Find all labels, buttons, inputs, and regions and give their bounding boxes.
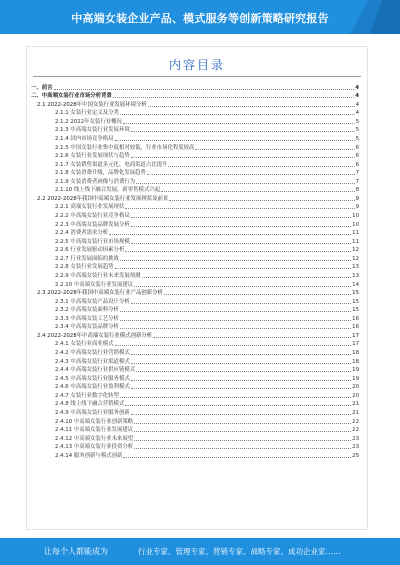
toc-dot-leader [153, 337, 351, 338]
toc-entry-title: 2.4.1 女装行业商业模式 [55, 341, 114, 348]
toc-entry-title: 2.3.1 中高端女装产品设计分析 [55, 298, 130, 305]
toc-entry-page: 17 [352, 341, 359, 348]
toc-dot-leader [195, 149, 354, 150]
toc-entry-page: 13 [352, 272, 359, 279]
toc-entry[interactable] [31, 237, 359, 246]
toc-entry-title: 2.3.4 中高端女装品牌分析 [55, 324, 119, 331]
toc-dot-leader [120, 260, 351, 261]
toc-entry-page: 20 [352, 392, 359, 399]
report-footer [0, 538, 400, 565]
toc-entry[interactable] [31, 254, 359, 263]
toc-entry-title: 二、中高端女装行业市场分析背景 [31, 93, 112, 100]
toc-entry-page: 4 [355, 93, 359, 100]
toc-entry[interactable] [31, 357, 359, 366]
toc-entry[interactable] [31, 126, 359, 135]
toc-entry[interactable] [31, 443, 359, 452]
toc-dot-leader [115, 345, 352, 346]
toc-entry-page: 12 [352, 247, 359, 254]
toc-dot-leader [131, 157, 355, 158]
toc-entry-title: 一、前言 [31, 84, 53, 91]
toc-dot-leader [142, 277, 352, 278]
toc-entry-page: 9 [355, 204, 359, 211]
toc-entry-page: 20 [352, 384, 359, 391]
toc-entry-title: 2.1.10 线上线下融合发展，新零售模式兴起 [55, 187, 161, 194]
toc-entry-title: 2.4.10 中高端女装行业创新策略 [55, 418, 134, 425]
toc-entry-title: 2.4 2022-2028年中高端女装行业模式创新分析 [37, 332, 153, 339]
toc-dot-leader [134, 440, 351, 441]
toc-entry-title: 2.4.5 中高端女装行业服务模式 [55, 375, 130, 382]
toc-entry[interactable] [31, 160, 359, 169]
toc-entry-title: 2.4.3 中高端女装行业渠道模式 [55, 358, 130, 365]
toc-entry-title: 2.2.4 消费者需求分析 [55, 230, 109, 237]
toc-entry[interactable] [31, 366, 359, 375]
toc-dot-leader [131, 354, 351, 355]
toc-entry-page: 4 [355, 110, 359, 117]
toc-entry-page: 21 [352, 409, 359, 416]
report-header [0, 0, 400, 34]
toc-entry-title: 2.2.6 行业发展驱动因素分析 [55, 247, 125, 254]
toc-entry[interactable] [31, 451, 359, 460]
toc-entry-page: 18 [352, 358, 359, 365]
footer-tagline: 行业专家、管理专家、营销专家、战略专家、成功企业家…… [138, 547, 341, 556]
toc-entry[interactable] [31, 83, 359, 92]
toc-entry-page: 23 [352, 444, 359, 451]
toc-entry[interactable] [31, 246, 359, 255]
toc-entry-page: 18 [352, 350, 359, 356]
toc-entry-page: 11 [352, 238, 359, 245]
toc-entry-title: 2.4.13 中高端女装行业投资分析 [55, 444, 134, 451]
toc-entry-title: 2.2.1 高端女装行业发展现状 [55, 204, 125, 211]
toc-entry-title: 2.2 2022-2028年我国中高端女装行业发展现状及前景 [37, 195, 169, 202]
toc-entry-page: 15 [352, 298, 359, 305]
toc-entry-title: 2.4.11 中高端女装行业发展建议 [55, 427, 134, 434]
toc-dot-leader [113, 97, 354, 98]
toc-entry[interactable] [31, 169, 359, 178]
toc-entry-page: 13 [352, 264, 359, 271]
toc-dot-leader [125, 405, 351, 406]
toc-entry-page: 15 [352, 307, 359, 314]
toc-dot-leader [136, 183, 354, 184]
toc-dot-leader [120, 311, 351, 312]
toc-dot-leader [131, 388, 351, 389]
toc-entry[interactable] [31, 383, 359, 392]
toc-entry[interactable] [31, 177, 359, 186]
toc-entry-title: 2.1.1 女装行业定义及分类 [55, 110, 119, 117]
toc-entry[interactable] [31, 194, 359, 203]
toc-entry-title: 2.2.10 中高端女装行业发展建议 [55, 281, 134, 288]
toc-dot-leader [115, 268, 352, 269]
toc-entry-page: 7 [355, 178, 359, 185]
toc-dot-leader [136, 371, 351, 372]
toc-dot-leader [123, 457, 351, 458]
toc-entry[interactable] [31, 400, 359, 409]
toc-entry-page: 16 [352, 324, 359, 331]
toc-entry-title: 2.1.8 女装消费升级，品牌化发展趋势 [55, 170, 146, 177]
toc-entry-title: 2.1.2 2022年女装行业概况 [55, 118, 122, 125]
toc-entry-title: 2.2.5 中高端女装行业市场规模 [55, 238, 130, 245]
toc-dot-leader [120, 114, 355, 115]
toc-dot-leader [131, 243, 351, 244]
toc-dot-leader [134, 431, 351, 432]
toc-entry-page: 19 [352, 375, 359, 382]
toc-entry-title: 2.1.9 女装消费者画像与消费行为 [55, 178, 136, 185]
toc-entry-title: 2.4.8 线上线下融合营销模式 [55, 401, 125, 408]
toc-dot-leader [115, 140, 355, 141]
toc-entry-page: 17 [352, 332, 359, 339]
toc-dot-leader [120, 320, 351, 321]
toc-entry[interactable] [31, 314, 359, 323]
toc-entry-page: 11 [352, 230, 359, 237]
toc-entry-page: 7 [355, 170, 359, 177]
toc-entry-title: 2.1.3 中高端女装行业发展环境 [55, 127, 130, 134]
toc-entry[interactable] [31, 134, 359, 143]
toc-dot-leader [123, 123, 355, 124]
toc-dot-leader [131, 131, 355, 132]
toc-title: 内容目录 [168, 58, 225, 72]
toc-entry-page: 4 [355, 101, 359, 108]
toc-entry[interactable] [31, 152, 359, 161]
toc-dot-leader [125, 208, 354, 209]
toc-entry-title: 2.4.4 中高端女装行业供应链模式 [55, 367, 136, 374]
toc-entry-title: 2.1.5 中国女装行业集中度相对较低，行业市场化程度较高 [55, 144, 195, 151]
toc-dot-leader [131, 363, 351, 364]
toc-dot-leader [131, 380, 351, 381]
toc-entry-page: 6 [355, 144, 359, 151]
toc-entry[interactable] [31, 263, 359, 272]
toc-dot-leader [54, 89, 355, 90]
toc-entry-page: 22 [352, 427, 359, 434]
toc-entry-page: 6 [355, 161, 359, 168]
footer-slogan: 让每个人都能成为 [44, 547, 108, 556]
toc-dot-leader [109, 234, 351, 235]
toc-entry[interactable] [31, 297, 359, 306]
toc-entry-title: 2.3.3 中高端女装工艺分析 [55, 315, 119, 322]
toc-entry-page: 15 [352, 290, 359, 297]
toc-entry-page: 10 [352, 213, 359, 219]
toc-entry[interactable] [31, 280, 359, 289]
toc-entry-title: 2.4.14 服务创新与模式创新 [55, 452, 123, 459]
toc-entry-page: 14 [352, 281, 359, 288]
table-of-contents [31, 83, 359, 460]
toc-entry-title: 2.2.3 中高端女装品牌发展分析 [55, 221, 130, 228]
toc-divider [33, 76, 361, 77]
toc-entry[interactable] [31, 417, 359, 426]
toc-entry-title: 2.4.9 中高端女装行业服务创新 [55, 409, 130, 416]
report-title: 中高端女装企业产品、模式服务等创新策略研究报告 [71, 12, 329, 25]
toc-entry-page: 5 [355, 135, 359, 142]
toc-dot-leader [168, 166, 354, 167]
document-page [26, 46, 368, 530]
toc-entry-title: 2.4.2 中高端女装行业营销模式 [55, 350, 130, 356]
toc-entry-title: 2.2.8 女装行业发展趋势 [55, 264, 114, 271]
toc-dot-leader [134, 286, 351, 287]
toc-entry[interactable] [31, 340, 359, 349]
toc-dot-leader [120, 397, 351, 398]
toc-entry[interactable] [31, 143, 359, 152]
toc-entry-title: 2.1.7 女装销售渠道多元化，电商渠道占比提升 [55, 161, 168, 168]
toc-entry-title: 2.2.7 行业发展面临的挑战 [55, 255, 119, 262]
toc-entry-page: 4 [355, 84, 359, 91]
toc-entry[interactable] [31, 117, 359, 126]
toc-entry[interactable] [31, 434, 359, 443]
toc-dot-leader [164, 294, 351, 295]
toc-dot-leader [169, 200, 354, 201]
toc-entry-page: 10 [352, 221, 359, 228]
toc-entry-page: 16 [352, 315, 359, 322]
toc-entry[interactable] [31, 220, 359, 229]
toc-entry-title: 2.2.2 中高端女装行业竞争格局 [55, 213, 130, 219]
toc-entry-page: 8 [355, 187, 359, 194]
toc-entry[interactable] [31, 289, 359, 298]
toc-entry-page: 25 [352, 452, 359, 459]
toc-dot-leader [120, 328, 351, 329]
toc-dot-leader [125, 251, 351, 252]
toc-entry-title: 2.4.6 中高端女装行业盈利模式 [55, 384, 130, 391]
toc-entry[interactable] [31, 374, 359, 383]
toc-entry[interactable] [31, 331, 359, 340]
toc-entry[interactable] [31, 426, 359, 435]
toc-dot-leader [131, 414, 351, 415]
toc-entry[interactable] [31, 408, 359, 417]
toc-dot-leader [131, 226, 351, 227]
toc-entry-page: 19 [352, 367, 359, 374]
toc-entry-page: 6 [355, 153, 359, 160]
toc-entry[interactable] [31, 109, 359, 118]
toc-dot-leader [134, 423, 351, 424]
toc-entry-title: 2.4.7 女装行业数字化转型 [55, 392, 119, 399]
toc-dot-leader [134, 448, 351, 449]
toc-dot-leader [161, 191, 354, 192]
toc-entry[interactable] [31, 348, 359, 357]
toc-entry[interactable] [31, 203, 359, 212]
toc-entry-title: 2.1 2022-2028年中国女装行业发展环境分析 [37, 101, 147, 108]
toc-entry-page: 12 [352, 255, 359, 262]
toc-entry-page: 5 [355, 127, 359, 134]
toc-dot-leader [147, 174, 355, 175]
toc-entry-page: 9 [355, 195, 359, 202]
toc-entry-page: 22 [352, 418, 359, 425]
toc-entry[interactable] [31, 271, 359, 280]
toc-entry-title: 2.1.6 女装行业发展现状与趋势 [55, 153, 130, 160]
toc-entry-page: 5 [355, 118, 359, 125]
toc-entry-title: 2.3 2022-2028年我国中高端女装行业产品创新分析 [37, 290, 163, 297]
toc-entry[interactable] [31, 391, 359, 400]
toc-dot-leader [131, 303, 351, 304]
toc-entry[interactable] [31, 100, 359, 109]
toc-dot-leader [131, 217, 351, 218]
toc-entry-title: 2.1.4 国内市场竞争格局 [55, 135, 114, 142]
toc-entry-page: 21 [352, 401, 359, 408]
toc-entry[interactable] [31, 229, 359, 238]
header-corner-decoration [330, 0, 400, 34]
toc-entry-title: 2.4.12 中高端女装行业未来展望 [55, 435, 134, 442]
toc-entry[interactable] [31, 306, 359, 315]
toc-entry[interactable] [31, 323, 359, 332]
toc-entry-title: 2.3.2 中高端女装面料分析 [55, 307, 119, 314]
toc-entry-title: 2.2.9 中高端女装行业未来发展预测 [55, 272, 141, 279]
toc-dot-leader [148, 106, 355, 107]
toc-entry-page: 23 [352, 435, 359, 442]
toc-entry[interactable] [31, 186, 359, 195]
toc-entry[interactable] [31, 92, 359, 101]
toc-entry[interactable] [31, 211, 359, 220]
